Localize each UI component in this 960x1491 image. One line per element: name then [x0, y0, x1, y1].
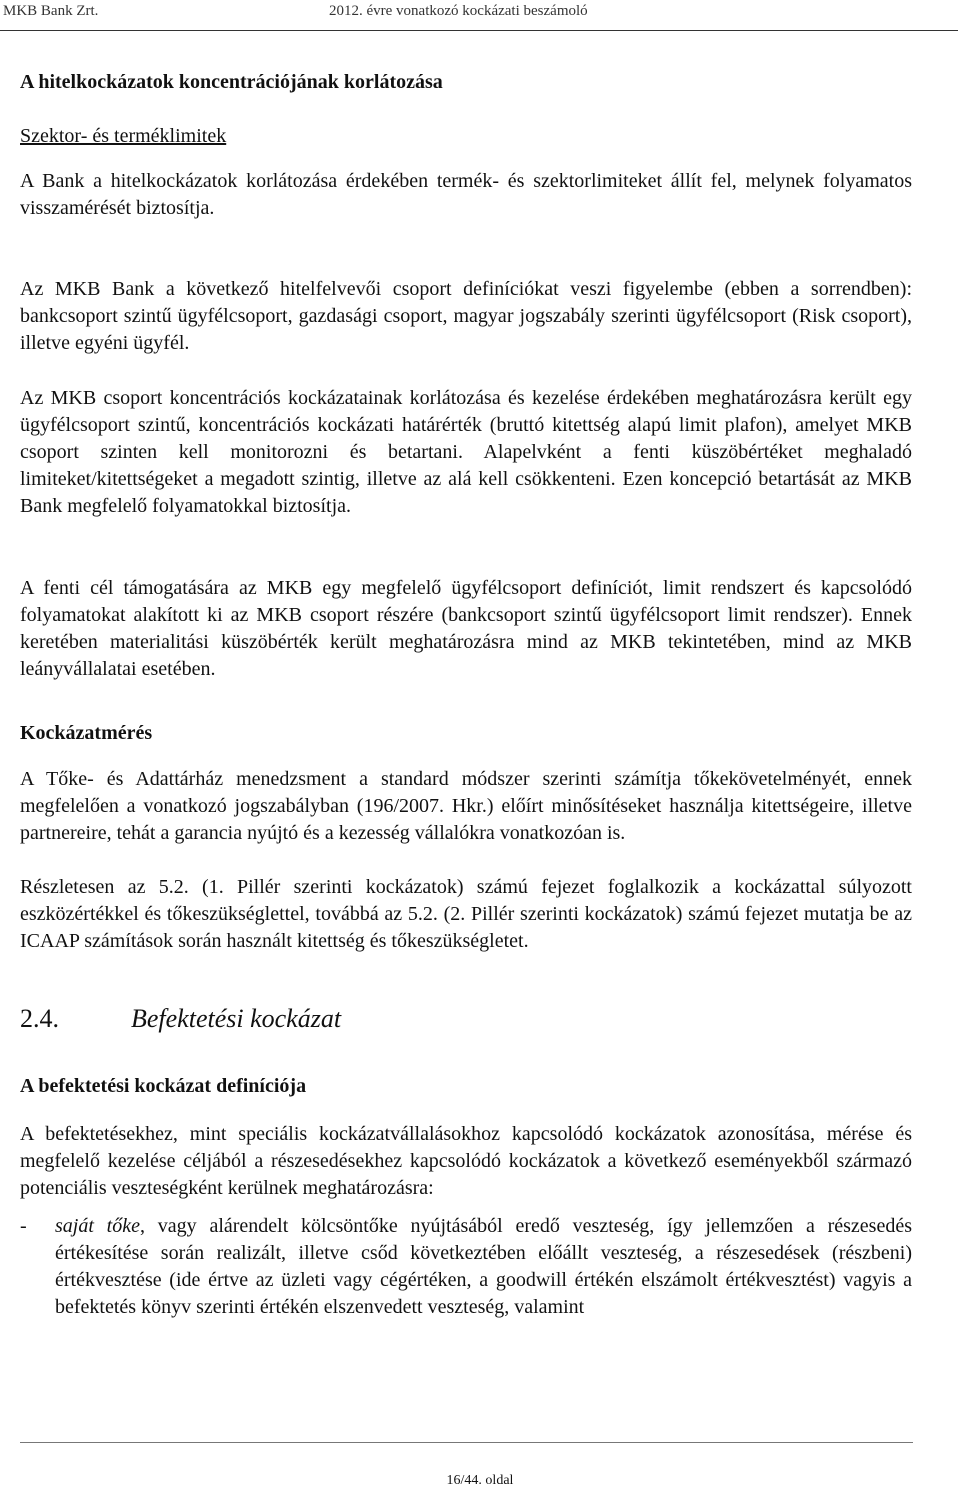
page-number: 16/44. oldal: [446, 1473, 514, 1488]
section-number: 2.4.: [20, 1004, 59, 1033]
bullet-italic-term: saját tőke: [55, 1215, 140, 1237]
header-report-title: 2012. évre vonatkozó kockázati beszámoló: [329, 3, 588, 19]
section-heading-text: Befektetési kockázat: [131, 1004, 342, 1033]
bullet-body: , vagy alárendelt kölcsöntőke nyújtásából eredő veszteség, így jellemzően a részesedés értékesítése során realizált, illetve csőd következtében előállt veszteség, a részesedések (részbeni) értékvesztése (ide értve az üzleti vagy cégértéken, a goodwill értékén elszámolt értékvesztést) vagyis a befektetés könyv szerinti értékén elszenvedett veszteség, valamint: [55, 1215, 912, 1318]
subtitle-investment-definition: A befektetési kockázat definíciója: [20, 1075, 307, 1097]
paragraph-standard-method: A Tőke- és Adattárház menedzsment a standard módszer szerinti számítja tőkekövetelményét, ennek megfelelően a vonatkozó jogszabályban (196/2007. Hkr.) előírt minősítéseket használja kitettségeire, illetve partnereire, tehát a garancia nyújtó és a kezesség vállalókra vonatkozóan is.: [20, 768, 912, 844]
paragraph-investment-intro: A befektetésekhez, mint speciális kockázatvállalásokhoz kapcsolódó kockázatok azonosítása, mérése és megfelelő kezelése céljából a részesedésekhez kapcsolódó kockázatok a következő eseményekből származó potenciális veszteségként kerülnek meghatározásra:: [20, 1123, 912, 1199]
section-heading-investment: [20, 1003, 912, 1035]
section-title-measurement: Kockázatmérés: [20, 722, 153, 744]
footer-divider: [20, 1442, 913, 1443]
paragraph-support: A fenti cél támogatására az MKB egy megfelelő ügyfélcsoport definíciót, limit rendszert és kapcsolódó folyamatokat alakított ki az MKB csoport részére (bankcsoport szintű ügyfélcsoport limit rendszer). Ennek keretében materialitási küszöbérték került meghatározásra mind az MKB tekintetében, mind az MKB leányvállalatai esetében.: [20, 577, 912, 680]
subtitle-sector-limits: Szektor- és terméklimitek: [20, 125, 227, 147]
header-company: MKB Bank Zrt.: [3, 3, 99, 19]
paragraph-concentration-risk: Az MKB csoport koncentrációs kockázatainak korlátozása és kezelése érdekében meghatározásra került egy ügyfélcsoport szintű, koncentrációs kockázati határérték (bruttó kitettség alapú limit plafon), amelyet MKB csoport szinten kell monitorozni és betartani. Alapelvként a fenti küszöbértéket meghaladó limiteket/kitettségeket a megadott szintig, illetve az alá kell csökkenteni. Ezen koncepció betartását az MKB Bank megfelelő folyamatokkal biztosítja.: [20, 387, 912, 517]
paragraph-details: Részletesen az 5.2. (1. Pillér szerinti kockázatok) számú fejezet foglalkozik a kockázattal súlyozott eszközértékkel és tőkeszükséglettel, továbbá az 5.2. (2. Pillér szerinti kockázatok) számú fejezet mutatja be az ICAAP számítások során használt kitettség és tőkeszükségletet.: [20, 876, 912, 952]
bullet-text: [55, 1213, 912, 1321]
bullet-dash: -: [20, 1215, 27, 1237]
page-header: [0, 0, 960, 36]
paragraph-limits: A Bank a hitelkockázatok korlátozása érdekében termék- és szektorlimiteket állít fel, melynek folyamatos visszamérését biztosítja.: [20, 170, 912, 219]
header-divider: [0, 30, 958, 31]
section-title-concentration: A hitelkockázatok koncentrációjának korlátozása: [20, 71, 443, 93]
paragraph-borrower-groups: Az MKB Bank a következő hitelfelvevői csoport definíciókat veszi figyelembe (ebben a sorrendben): bankcsoport szintű ügyfélcsoport, gazdasági csoport, magyar jogszabály szerinti ügyfélcsoport (Risk csoport), illetve egyéni ügyfél.: [20, 278, 912, 354]
